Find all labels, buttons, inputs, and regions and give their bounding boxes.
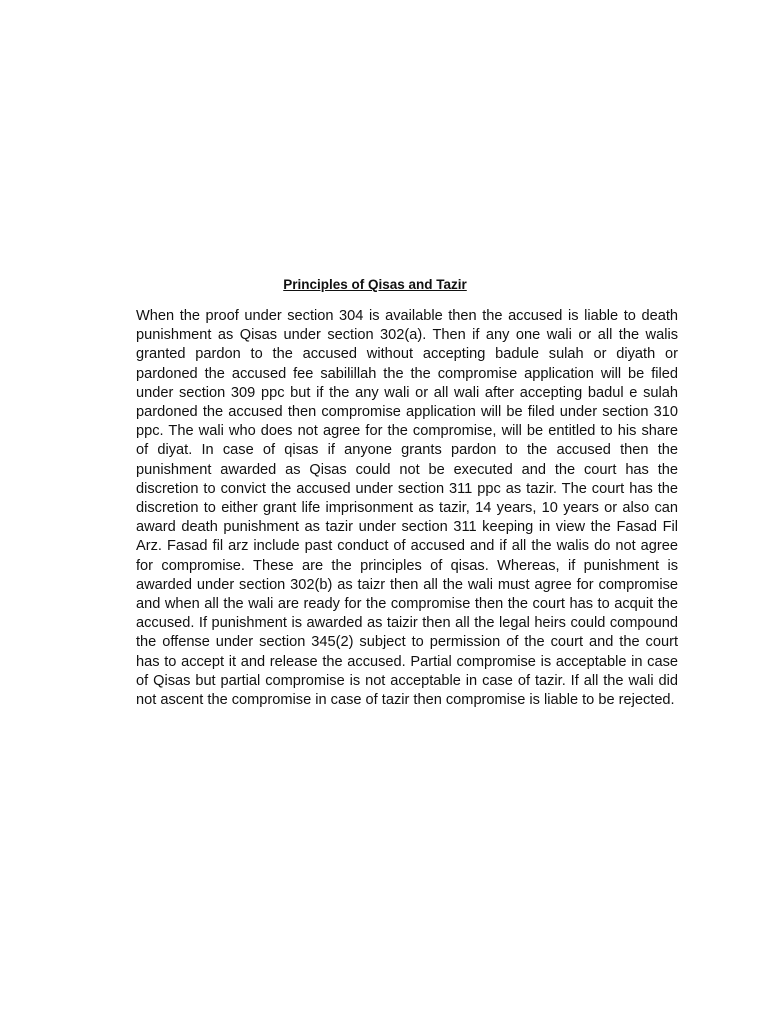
document-title: Principles of Qisas and Tazir [283,277,467,292]
document-body-paragraph: When the proof under section 304 is available then the accused is liable to death punishment as Qisas under section 302(a). Then if any one wali or all the walis granted pardon to the accused without accepting badule sulah or diyath or pardoned the accused fee sabilillah the the compromise application will be filed under section 309 ppc but if the any wali or all wali after accepting badul e sulah pardoned the accused then compromise application will be filed under section 310 ppc. The wali who does not agree for the compromise, will be entitled to his share of diyat. In case of qisas if anyone grants pardon to the accused then the punishment awarded as Qisas could not be executed and the court has the discretion to convict the accused under section 311 ppc as tazir. The court has the discretion to either grant life imprisonment as tazir, 14 years, 10 years or also can award death punishment as tazir under section 311 keeping in view the Fasad Fil Arz. Fasad fil arz include past conduct of accused and if all the walis do not agree for compromise. These are the principles of qisas. Whereas, if punishment is awarded under section 302(b) as taizr then all the wali must agree for compromise and when all the wali are ready for the compromise then the court has to acquit the accused. If punishment is awarded as taizir then all the legal heirs could compound the offense under section 345(2) subject to permission of the court and the court has to accept it and release the accused. Partial compromise is acceptable in case of Qisas but partial compromise is not acceptable in case of tazir. If all the wali did not ascent the compromise in case of tazir then compromise is liable to be rejected. [136,308,678,709]
